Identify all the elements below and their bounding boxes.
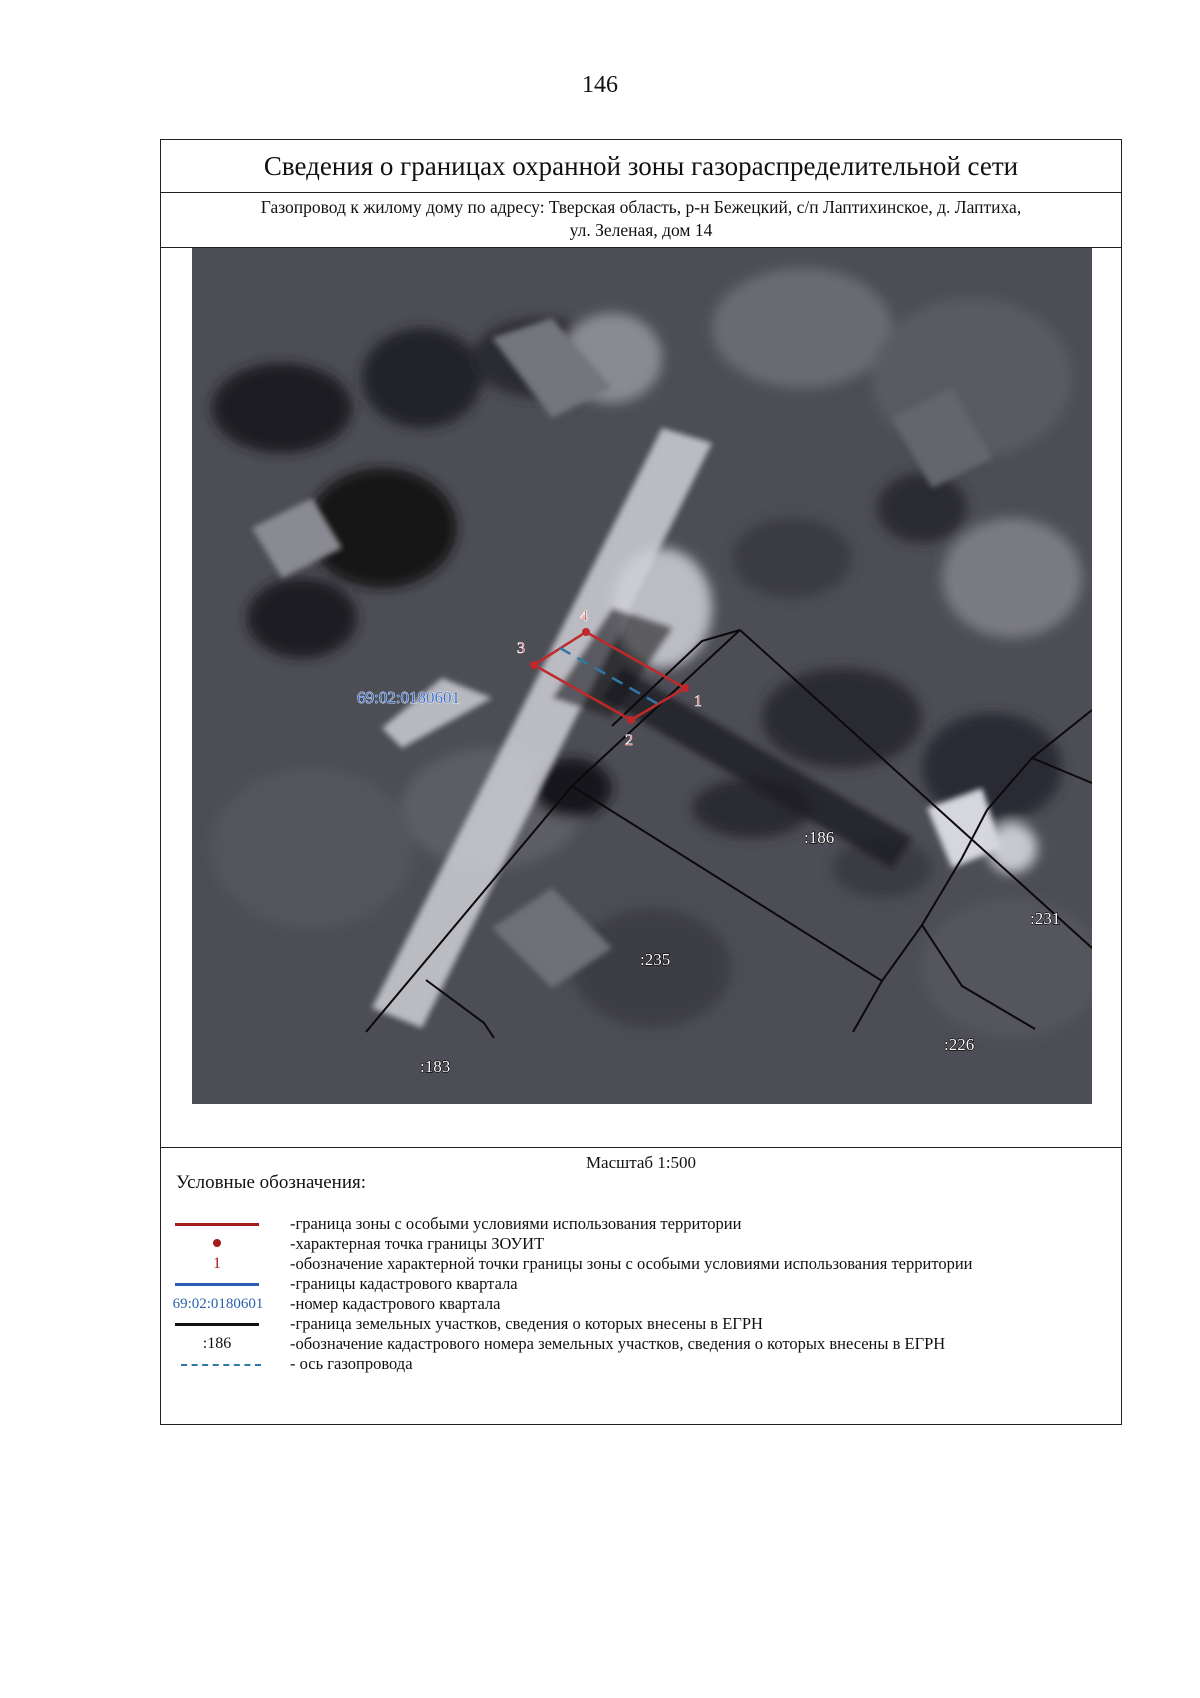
legend-symbol-dashed-line [169, 1354, 289, 1374]
map-canvas [192, 248, 1092, 1104]
legend-row-block-boundary [161, 1274, 1121, 1294]
sheet-subtitle [161, 192, 1121, 248]
parcel-label-235: :235 [640, 950, 671, 969]
map-sheet-frame [160, 139, 1122, 1425]
legend-text: -обозначение характерной точки границы зоны с особыми условиями использования территории [290, 1254, 973, 1273]
legend-row-zone-boundary [161, 1214, 1121, 1234]
legend-row-parcel-boundary [161, 1314, 1121, 1334]
legend-symbol-blue-line [169, 1274, 289, 1294]
legend-symbol-blue-text: 69:02:0180601 [172, 1296, 264, 1312]
parcel-label-226: :226 [944, 1035, 975, 1054]
zone-point-label-1: 1 [694, 693, 702, 710]
legend-title: Условные обозначения: [176, 1172, 367, 1193]
block-number-label: 69:02:0180601 [357, 688, 460, 707]
zone-point-label-2: 2 [625, 732, 633, 749]
legend-text: -обозначение кадастрового номера земельных участков, сведения о которых внесены в ЕГРН [290, 1334, 946, 1353]
subtitle-line-1: Газопровод к жилому дому по адресу: Тверская область, р-н Бежецкий, с/п Лаптихинское, д. Лаптиха, [260, 197, 1022, 217]
legend-symbol-red-dot [169, 1234, 289, 1254]
parcel-label-186: :186 [804, 828, 835, 847]
parcel-label-183: :183 [420, 1057, 451, 1076]
zone-point-4 [582, 628, 590, 636]
legend-row-pipeline-axis [161, 1354, 1121, 1374]
legend-symbol-black-line [169, 1314, 289, 1334]
legend-text: -граница земельных участков, сведения о которых внесены в ЕГРН [290, 1314, 763, 1333]
subtitle-line-2: ул. Зеленая, дом 14 [569, 220, 713, 240]
legend-text: -характерная точка границы ЗОУИТ [290, 1234, 545, 1253]
map-scale: Масштаб 1:500 [585, 1153, 697, 1172]
zone-point-label-4: 4 [580, 608, 588, 625]
legend-row-point-number [161, 1254, 1121, 1274]
zone-point-1 [681, 684, 689, 692]
legend-symbol-black-text: :186 [202, 1335, 232, 1352]
sheet-title: Сведения о границах охранной зоны газораспределительной сети [161, 140, 1121, 193]
zone-point-2 [627, 716, 635, 724]
legend-text: -границы кадастрового квартала [290, 1274, 518, 1293]
page-number: 146 [582, 72, 618, 98]
legend-symbol-red-number: 1 [213, 1255, 221, 1272]
satellite-map [192, 248, 1092, 1104]
legend-text: - ось газопровода [290, 1354, 413, 1373]
legend-symbol-red-line [169, 1214, 289, 1234]
parcel-label-231: :231 [1030, 909, 1061, 928]
zone-point-3 [530, 661, 538, 669]
legend-row-parcel-number [161, 1334, 1121, 1354]
legend-row-zone-point [161, 1234, 1121, 1254]
zone-point-label-3: 3 [517, 640, 525, 657]
legend-row-block-number [161, 1294, 1121, 1314]
legend-divider [161, 1147, 1121, 1148]
legend-text: -номер кадастрового квартала [290, 1294, 501, 1313]
legend-text: -граница зоны с особыми условиями использования территории [290, 1214, 742, 1233]
